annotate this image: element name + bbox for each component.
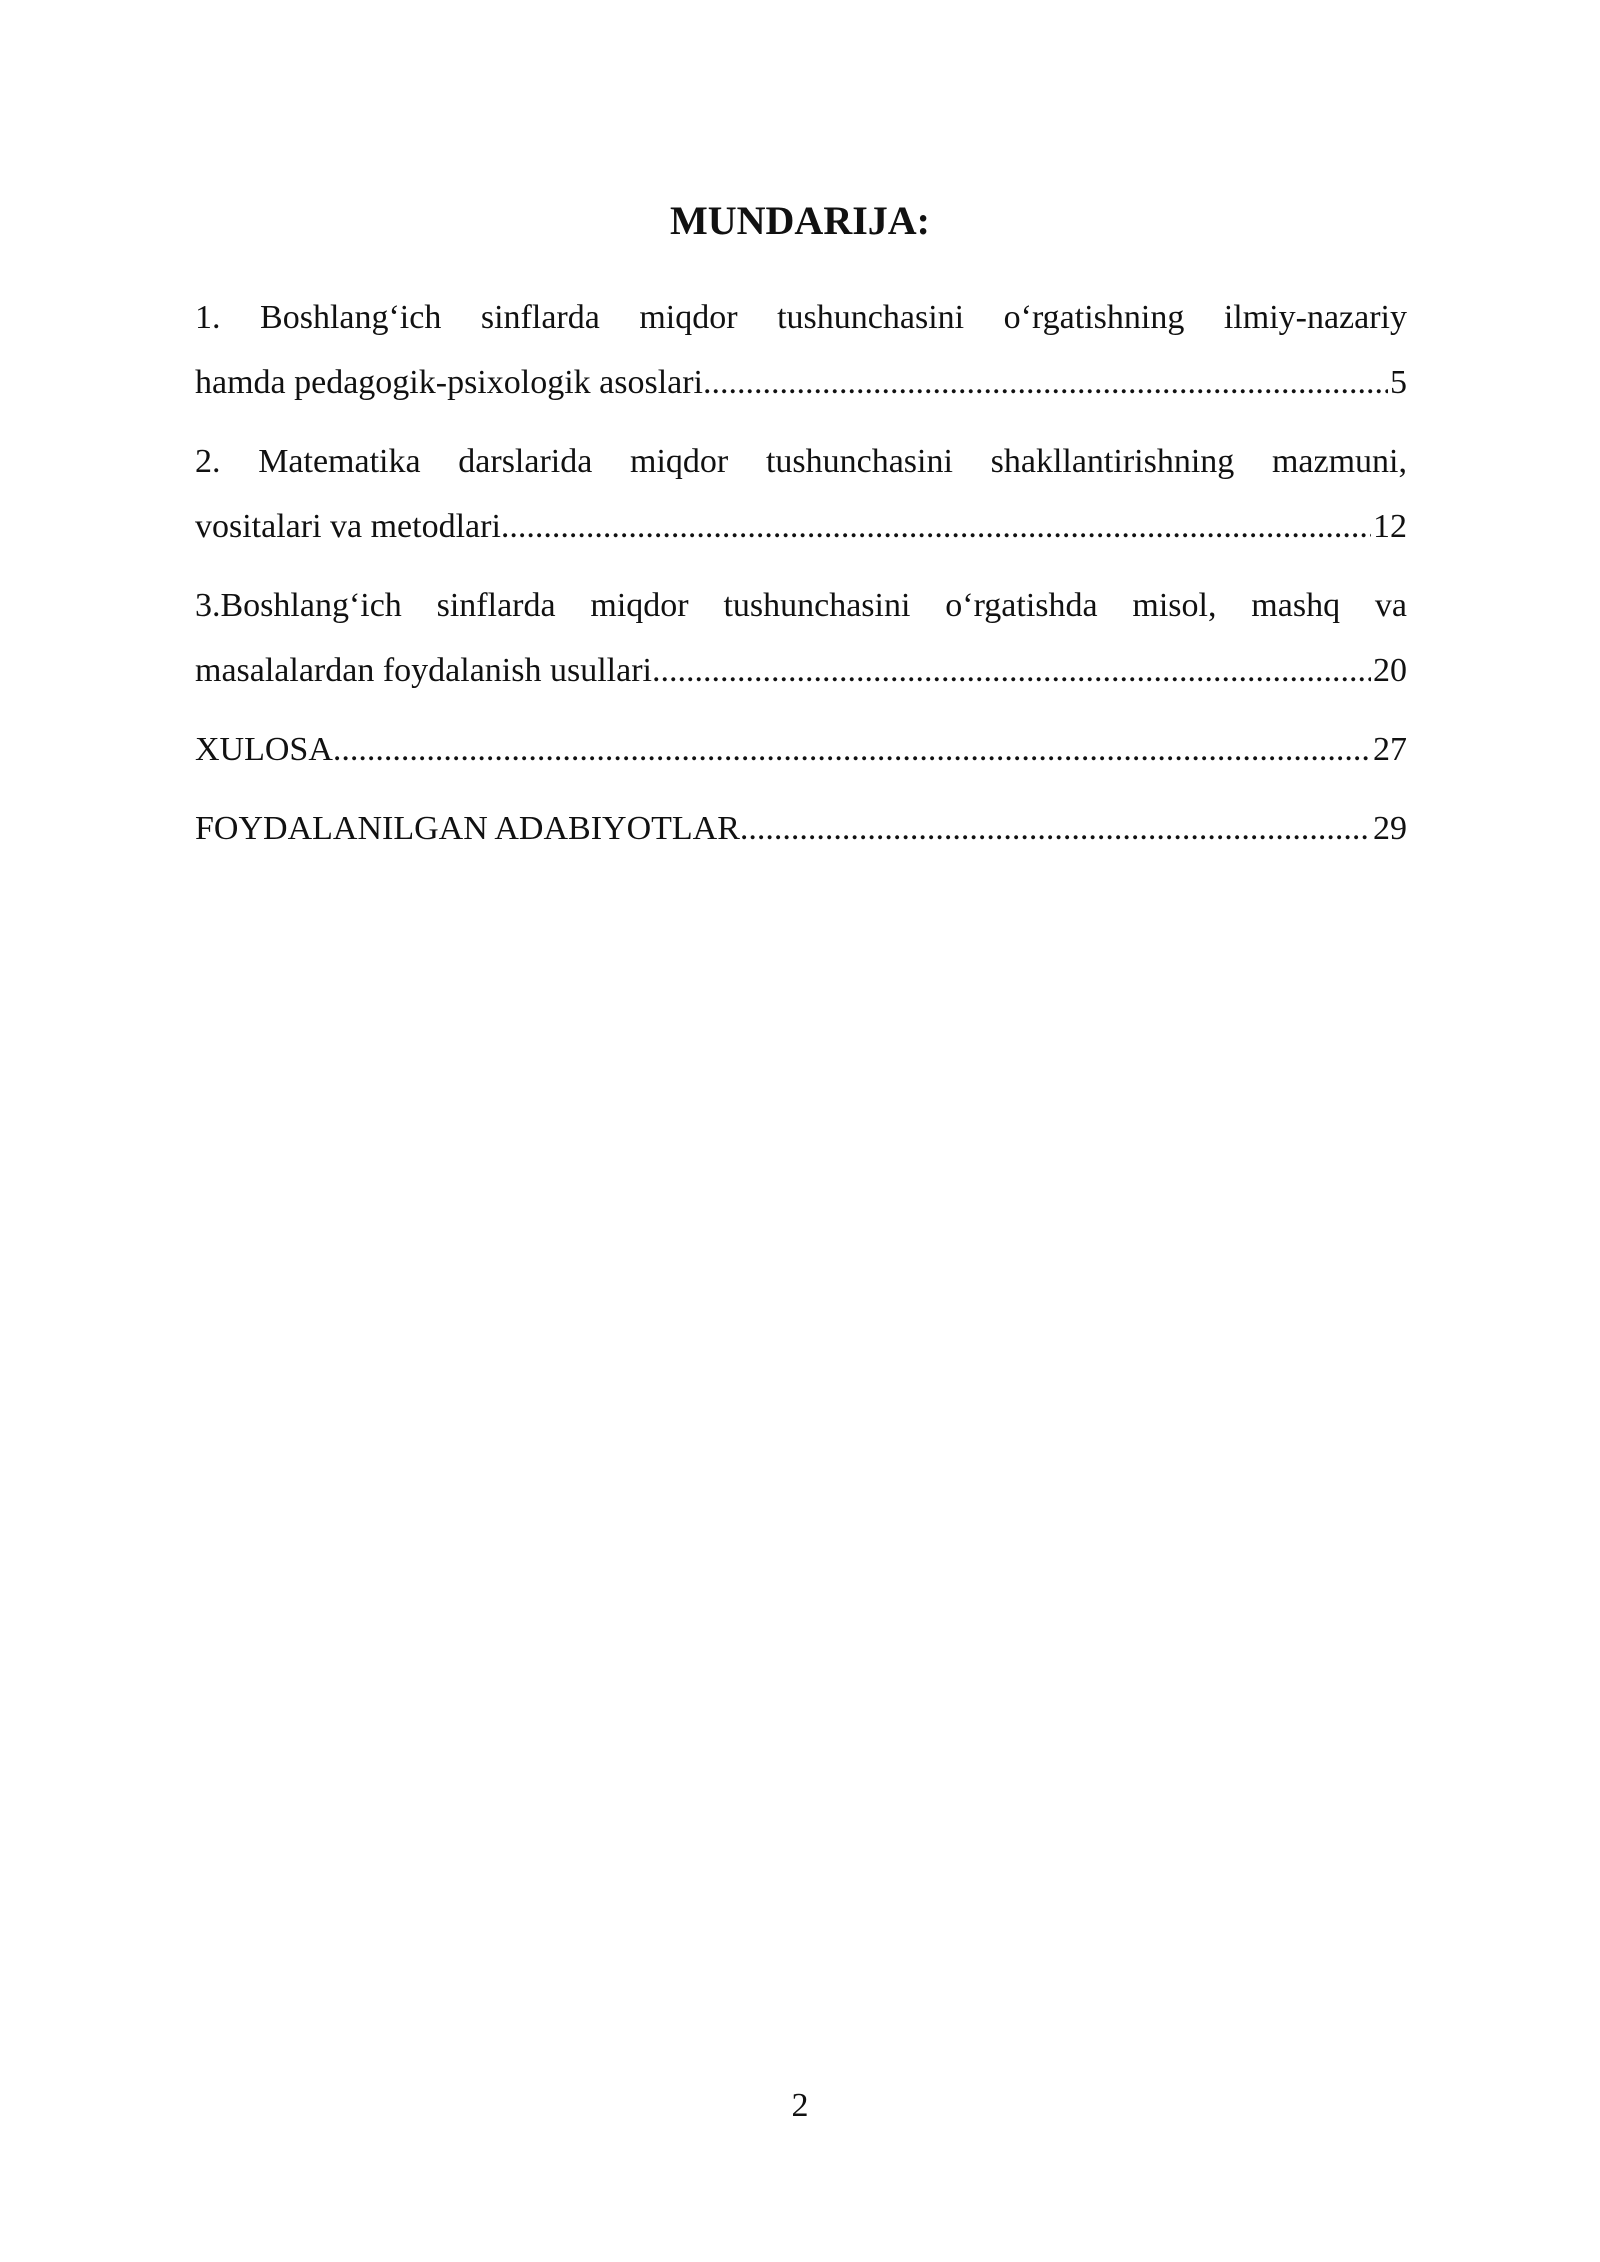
dot-leader <box>740 796 1371 861</box>
toc-entry-1[interactable] <box>195 285 1407 415</box>
toc-entry-page-number: 29 <box>1373 810 1407 847</box>
toc-entry-page-number: 5 <box>1390 364 1407 401</box>
toc-entry-2[interactable] <box>195 429 1407 559</box>
toc-entry-page-number: 20 <box>1373 652 1407 689</box>
dot-leader <box>333 717 1371 782</box>
toc-entry-references[interactable] <box>195 796 1407 861</box>
toc-entry-text: XULOSA <box>195 731 333 768</box>
dot-leader <box>652 638 1371 703</box>
toc-entry-text-line2: vositalari va metodlari <box>195 508 501 545</box>
toc-entry-conclusion[interactable] <box>195 717 1407 782</box>
toc-entry-leader-line <box>195 638 1407 703</box>
page-number: 2 <box>791 2087 809 2124</box>
toc-entry-page-number: 27 <box>1373 731 1407 768</box>
toc-entry-text: FOYDALANILGAN ADABIYOTLAR <box>195 810 740 847</box>
dot-leader <box>501 494 1371 559</box>
toc-entry-leader-line <box>195 350 1407 415</box>
toc-entry-leader-line <box>195 796 1407 861</box>
toc-entry-text-line1: 3.Boshlang‘ich sinflarda miqdor tushunchasini o‘rgatishda misol, mashq va <box>195 587 1407 624</box>
toc-entry-leader-line <box>195 717 1407 782</box>
toc-entry-text-line1: 2. Matematika darslarida miqdor tushunchasini shakllantirishning mazmuni, <box>195 443 1407 480</box>
toc-entry-text-line2: hamda pedagogik-psixologik asoslari <box>195 364 704 401</box>
toc-entry-text-line2: masalalardan foydalanish usullari <box>195 652 652 689</box>
toc-entry-leader-line <box>195 494 1407 559</box>
table-of-contents <box>195 285 1407 875</box>
toc-entry-page-number: 12 <box>1373 508 1407 545</box>
toc-entry-3[interactable] <box>195 573 1407 703</box>
dot-leader <box>703 350 1388 415</box>
toc-title: MUNDARIJA: <box>670 198 930 243</box>
toc-entry-text-line1: 1. Boshlang‘ich sinflarda miqdor tushunchasini o‘rgatishning ilmiy-nazariy <box>195 299 1407 336</box>
